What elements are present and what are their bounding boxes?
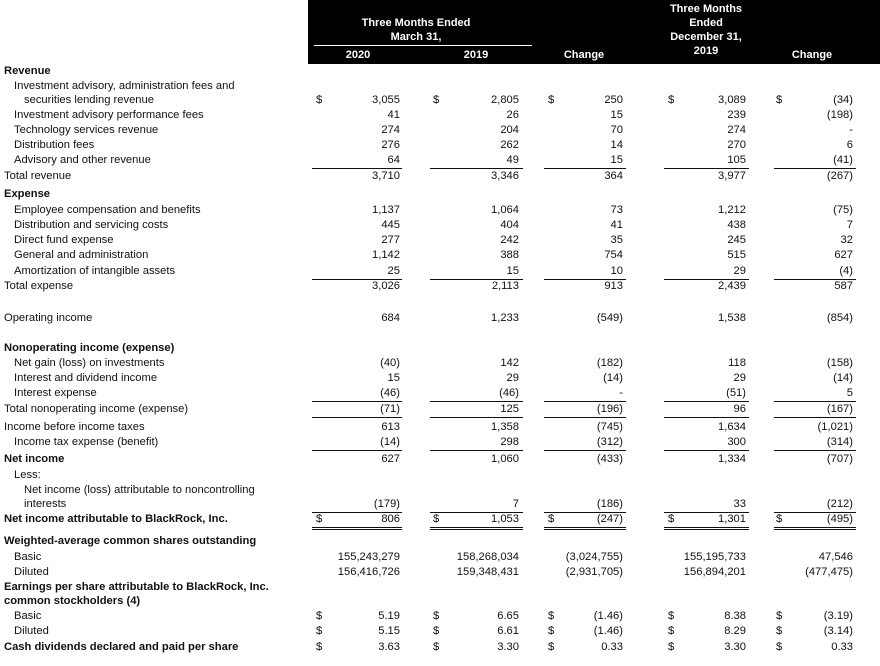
table-row bbox=[0, 263, 880, 279]
table-row bbox=[0, 186, 880, 202]
value-cell: 0.33 bbox=[831, 641, 853, 653]
value-cell: (433) bbox=[596, 453, 623, 465]
header-blank-area bbox=[0, 0, 308, 64]
value-cell: (46) bbox=[380, 387, 400, 399]
currency-symbol: $ bbox=[433, 94, 440, 106]
row-label: Total nonoperating income (expense) bbox=[4, 403, 189, 415]
value-cell: 3,055 bbox=[372, 94, 400, 106]
value-cell: (179) bbox=[373, 498, 400, 510]
value-cell: 156,894,201 bbox=[683, 566, 746, 578]
double-underline bbox=[774, 527, 856, 530]
row-label: common stockholders (4) bbox=[4, 595, 141, 607]
value-cell: 3,977 bbox=[718, 170, 746, 182]
value-cell: 1,064 bbox=[491, 204, 519, 216]
value-cell: 29 bbox=[733, 372, 746, 384]
value-cell: (71) bbox=[380, 403, 400, 415]
table-row bbox=[0, 355, 880, 371]
table-row bbox=[0, 467, 880, 483]
currency-symbol: $ bbox=[668, 625, 675, 637]
row-label: Basic bbox=[14, 610, 42, 622]
value-cell: (495) bbox=[826, 513, 853, 525]
underline bbox=[664, 417, 749, 418]
currency-symbol: $ bbox=[668, 610, 675, 622]
value-cell: (707) bbox=[826, 453, 853, 465]
value-cell: 262 bbox=[500, 139, 519, 151]
value-cell: (549) bbox=[596, 312, 623, 324]
value-cell: 29 bbox=[733, 265, 746, 277]
value-cell: 3.63 bbox=[378, 641, 400, 653]
underline bbox=[544, 417, 626, 418]
row-label: securities lending revenue bbox=[24, 94, 154, 106]
currency-symbol: $ bbox=[776, 94, 783, 106]
double-underline bbox=[430, 527, 523, 530]
currency-symbol: $ bbox=[776, 513, 783, 525]
table-row bbox=[0, 401, 880, 417]
value-cell: 15 bbox=[610, 154, 623, 166]
double-underline bbox=[544, 527, 626, 530]
value-cell: 3,026 bbox=[372, 280, 400, 292]
value-cell: (196) bbox=[596, 403, 623, 415]
row-label: Net income attributable to BlackRock, Inc. bbox=[4, 513, 228, 525]
table-row bbox=[0, 63, 880, 79]
table-row bbox=[0, 92, 880, 108]
value-cell: 70 bbox=[610, 124, 623, 136]
value-cell: 73 bbox=[610, 204, 623, 216]
row-label: Advisory and other revenue bbox=[14, 154, 151, 166]
table-row bbox=[0, 152, 880, 168]
value-cell: 14 bbox=[610, 139, 623, 151]
value-cell: 1,142 bbox=[372, 249, 400, 261]
value-cell: 125 bbox=[500, 403, 519, 415]
value-cell: (4) bbox=[839, 265, 853, 277]
value-cell: 1,060 bbox=[491, 453, 519, 465]
row-label: Income tax expense (benefit) bbox=[14, 436, 159, 448]
value-cell: 6 bbox=[846, 139, 853, 151]
value-cell: 1,233 bbox=[491, 312, 519, 324]
value-cell: (14) bbox=[603, 372, 623, 384]
value-cell: 1,334 bbox=[718, 453, 746, 465]
group1-title-line2: March 31, bbox=[390, 31, 442, 43]
row-label: Investment advisory performance fees bbox=[14, 109, 204, 121]
table-row bbox=[0, 217, 880, 233]
row-label: Direct fund expense bbox=[14, 234, 114, 246]
table-row bbox=[0, 564, 880, 580]
currency-symbol: $ bbox=[668, 513, 675, 525]
underline bbox=[430, 417, 523, 418]
value-cell: (34) bbox=[833, 94, 853, 106]
value-cell: 1,634 bbox=[718, 421, 746, 433]
value-cell: 627 bbox=[381, 453, 400, 465]
value-cell: 204 bbox=[500, 124, 519, 136]
value-cell: (477,475) bbox=[805, 566, 853, 578]
value-cell: 684 bbox=[381, 312, 400, 324]
value-cell: 364 bbox=[604, 170, 623, 182]
value-cell: (3.19) bbox=[823, 610, 853, 622]
table-row bbox=[0, 340, 880, 356]
value-cell: 15 bbox=[387, 372, 400, 384]
row-label: Nonoperating income (expense) bbox=[4, 342, 175, 354]
table-row bbox=[0, 434, 880, 450]
value-cell: 754 bbox=[604, 249, 623, 261]
table-row bbox=[0, 549, 880, 565]
currency-symbol: $ bbox=[548, 641, 555, 653]
group1-rule bbox=[314, 45, 532, 46]
value-cell: 10 bbox=[610, 265, 623, 277]
row-label: General and administration bbox=[14, 249, 149, 261]
table-row bbox=[0, 107, 880, 123]
group1-title bbox=[310, 16, 522, 44]
currency-symbol: $ bbox=[548, 625, 555, 637]
row-label: Net income (loss) attributable to noncontrolling bbox=[24, 484, 255, 496]
value-cell: 1,053 bbox=[491, 513, 519, 525]
value-cell: (167) bbox=[826, 403, 853, 415]
value-cell: (41) bbox=[833, 154, 853, 166]
col-2019b-header: 2019 bbox=[693, 45, 719, 57]
value-cell: 47,546 bbox=[818, 551, 853, 563]
row-label: Diluted bbox=[14, 625, 49, 637]
value-cell: 274 bbox=[381, 124, 400, 136]
value-cell: - bbox=[619, 387, 623, 399]
value-cell: 2,805 bbox=[491, 94, 519, 106]
value-cell: (3,024,755) bbox=[565, 551, 623, 563]
value-cell: 388 bbox=[500, 249, 519, 261]
row-label: Technology services revenue bbox=[14, 124, 159, 136]
value-cell: 3.30 bbox=[497, 641, 519, 653]
row-label: Weighted-average common shares outstanding bbox=[4, 535, 257, 547]
value-cell: 32 bbox=[840, 234, 853, 246]
value-cell: 0.33 bbox=[601, 641, 623, 653]
value-cell: 118 bbox=[728, 357, 746, 369]
currency-symbol: $ bbox=[776, 641, 783, 653]
currency-symbol: $ bbox=[316, 625, 323, 637]
table-row bbox=[0, 247, 880, 263]
row-label: interests bbox=[24, 498, 67, 510]
value-cell: 2,113 bbox=[491, 280, 519, 292]
row-label: Investment advisory, administration fees and bbox=[14, 80, 235, 92]
value-cell: 8.29 bbox=[724, 625, 746, 637]
table-row bbox=[0, 202, 880, 218]
currency-symbol: $ bbox=[548, 513, 555, 525]
value-cell: 587 bbox=[834, 280, 853, 292]
currency-symbol: $ bbox=[433, 513, 440, 525]
value-cell: 298 bbox=[500, 436, 519, 448]
value-cell: (745) bbox=[596, 421, 623, 433]
value-cell: 7 bbox=[512, 498, 519, 510]
value-cell: (1.46) bbox=[593, 625, 623, 637]
value-cell: 41 bbox=[610, 219, 623, 231]
row-label: Distribution and servicing costs bbox=[14, 219, 169, 231]
table-row bbox=[0, 608, 880, 624]
value-cell: (14) bbox=[380, 436, 400, 448]
value-cell: 3,710 bbox=[372, 170, 400, 182]
value-cell: 1,301 bbox=[718, 513, 746, 525]
currency-symbol: $ bbox=[316, 610, 323, 622]
value-cell: 404 bbox=[500, 219, 519, 231]
row-label: Diluted bbox=[14, 566, 49, 578]
currency-symbol: $ bbox=[433, 610, 440, 622]
change2-header: Change bbox=[791, 49, 833, 61]
group2-title-line3: December 31, bbox=[670, 31, 742, 43]
table-row bbox=[0, 137, 880, 153]
value-cell: (46) bbox=[499, 387, 519, 399]
value-cell: 6.65 bbox=[497, 610, 519, 622]
value-cell: 49 bbox=[506, 154, 519, 166]
row-label: Income before income taxes bbox=[4, 421, 145, 433]
value-cell: (198) bbox=[826, 109, 853, 121]
table-row bbox=[0, 533, 880, 549]
value-cell: (186) bbox=[596, 498, 623, 510]
value-cell: 3,346 bbox=[491, 170, 519, 182]
value-cell: 6.61 bbox=[497, 625, 519, 637]
table-row bbox=[0, 310, 880, 326]
value-cell: 96 bbox=[733, 403, 746, 415]
row-label: Net gain (loss) on investments bbox=[14, 357, 165, 369]
value-cell: (158) bbox=[826, 357, 853, 369]
value-cell: 41 bbox=[387, 109, 400, 121]
double-underline bbox=[664, 527, 749, 530]
value-cell: (1.46) bbox=[593, 610, 623, 622]
value-cell: (2,931,705) bbox=[565, 566, 623, 578]
value-cell: (1,021) bbox=[817, 421, 853, 433]
value-cell: 1,137 bbox=[372, 204, 400, 216]
row-label: Interest and dividend income bbox=[14, 372, 158, 384]
col-2020-header: 2020 bbox=[345, 49, 371, 61]
table-row bbox=[0, 511, 880, 527]
value-cell: 26 bbox=[506, 109, 519, 121]
group2-title bbox=[650, 2, 762, 58]
value-cell: 3.30 bbox=[724, 641, 746, 653]
value-cell: (312) bbox=[596, 436, 623, 448]
table-row bbox=[0, 451, 880, 467]
row-label: Distribution fees bbox=[14, 139, 95, 151]
currency-symbol: $ bbox=[548, 94, 555, 106]
value-cell: 274 bbox=[727, 124, 746, 136]
currency-symbol: $ bbox=[668, 641, 675, 653]
value-cell: 159,348,431 bbox=[456, 566, 519, 578]
row-label: Less: bbox=[14, 469, 41, 481]
table-row bbox=[0, 639, 880, 655]
underline bbox=[312, 417, 402, 418]
value-cell: 239 bbox=[727, 109, 746, 121]
value-cell: 613 bbox=[381, 421, 400, 433]
underline bbox=[774, 417, 856, 418]
value-cell: (182) bbox=[596, 357, 623, 369]
value-cell: (3.14) bbox=[823, 625, 853, 637]
value-cell: 35 bbox=[610, 234, 623, 246]
currency-symbol: $ bbox=[316, 513, 323, 525]
table-row bbox=[0, 168, 880, 184]
value-cell: 15 bbox=[610, 109, 623, 121]
value-cell: 15 bbox=[506, 265, 519, 277]
currency-symbol: $ bbox=[776, 625, 783, 637]
value-cell: 5.15 bbox=[378, 625, 400, 637]
currency-symbol: $ bbox=[316, 641, 323, 653]
row-label: Total expense bbox=[4, 280, 74, 292]
value-cell: 242 bbox=[500, 234, 519, 246]
value-cell: 276 bbox=[381, 139, 400, 151]
currency-symbol: $ bbox=[548, 610, 555, 622]
row-label: Interest expense bbox=[14, 387, 97, 399]
value-cell: 627 bbox=[834, 249, 853, 261]
value-cell: (314) bbox=[826, 436, 853, 448]
value-cell: 1,358 bbox=[491, 421, 519, 433]
group1-title-line1: Three Months Ended bbox=[361, 17, 471, 29]
value-cell: (854) bbox=[826, 312, 853, 324]
value-cell: 29 bbox=[506, 372, 519, 384]
table-row bbox=[0, 496, 880, 512]
table-row bbox=[0, 232, 880, 248]
currency-symbol: $ bbox=[668, 94, 675, 106]
value-cell: - bbox=[849, 124, 853, 136]
value-cell: 5.19 bbox=[378, 610, 400, 622]
table-row bbox=[0, 278, 880, 294]
row-label: Revenue bbox=[4, 65, 51, 77]
value-cell: 7 bbox=[846, 219, 853, 231]
table-row bbox=[0, 370, 880, 386]
value-cell: 300 bbox=[727, 436, 746, 448]
value-cell: 2,439 bbox=[718, 280, 746, 292]
col-2019a-header: 2019 bbox=[463, 49, 489, 61]
change1-header: Change bbox=[563, 49, 605, 61]
table-row bbox=[0, 623, 880, 639]
value-cell: 105 bbox=[727, 154, 746, 166]
table-row bbox=[0, 419, 880, 435]
row-label: Cash dividends declared and paid per share bbox=[4, 641, 239, 653]
currency-symbol: $ bbox=[433, 625, 440, 637]
row-label: Operating income bbox=[4, 312, 93, 324]
value-cell: 245 bbox=[727, 234, 746, 246]
value-cell: 438 bbox=[727, 219, 746, 231]
value-cell: (40) bbox=[380, 357, 400, 369]
row-label: Basic bbox=[14, 551, 42, 563]
value-cell: 445 bbox=[381, 219, 400, 231]
value-cell: 5 bbox=[846, 387, 853, 399]
group2-title-line2: Ended bbox=[689, 17, 723, 29]
value-cell: 1,538 bbox=[718, 312, 746, 324]
value-cell: (51) bbox=[726, 387, 746, 399]
group2-title-line1: Three Months bbox=[669, 3, 743, 15]
value-cell: 250 bbox=[604, 94, 623, 106]
value-cell: 158,268,034 bbox=[456, 551, 519, 563]
value-cell: 8.38 bbox=[724, 610, 746, 622]
value-cell: (212) bbox=[826, 498, 853, 510]
value-cell: (247) bbox=[596, 513, 623, 525]
value-cell: 806 bbox=[381, 513, 400, 525]
row-label: Expense bbox=[4, 188, 51, 200]
table-row bbox=[0, 385, 880, 401]
row-label: Amortization of intangible assets bbox=[14, 265, 176, 277]
value-cell: 156,416,726 bbox=[337, 566, 400, 578]
table-row bbox=[0, 593, 880, 609]
value-cell: 277 bbox=[381, 234, 400, 246]
value-cell: 515 bbox=[727, 249, 746, 261]
value-cell: 64 bbox=[387, 154, 400, 166]
value-cell: 33 bbox=[733, 498, 746, 510]
value-cell: 3,089 bbox=[718, 94, 746, 106]
row-label: Net income bbox=[4, 453, 65, 465]
value-cell: (267) bbox=[826, 170, 853, 182]
value-cell: 155,243,279 bbox=[337, 551, 400, 563]
row-label: Earnings per share attributable to BlackRock, Inc. bbox=[4, 581, 269, 593]
currency-symbol: $ bbox=[433, 641, 440, 653]
row-label: Total revenue bbox=[4, 170, 72, 182]
value-cell: 1,212 bbox=[718, 204, 746, 216]
value-cell: (14) bbox=[833, 372, 853, 384]
value-cell: 913 bbox=[604, 280, 623, 292]
currency-symbol: $ bbox=[316, 94, 323, 106]
row-label: Employee compensation and benefits bbox=[14, 204, 201, 216]
table-row bbox=[0, 122, 880, 138]
currency-symbol: $ bbox=[776, 610, 783, 622]
double-underline bbox=[312, 527, 402, 530]
value-cell: 25 bbox=[387, 265, 400, 277]
value-cell: 142 bbox=[500, 357, 519, 369]
value-cell: (75) bbox=[833, 204, 853, 216]
value-cell: 155,195,733 bbox=[683, 551, 746, 563]
value-cell: 270 bbox=[727, 139, 746, 151]
